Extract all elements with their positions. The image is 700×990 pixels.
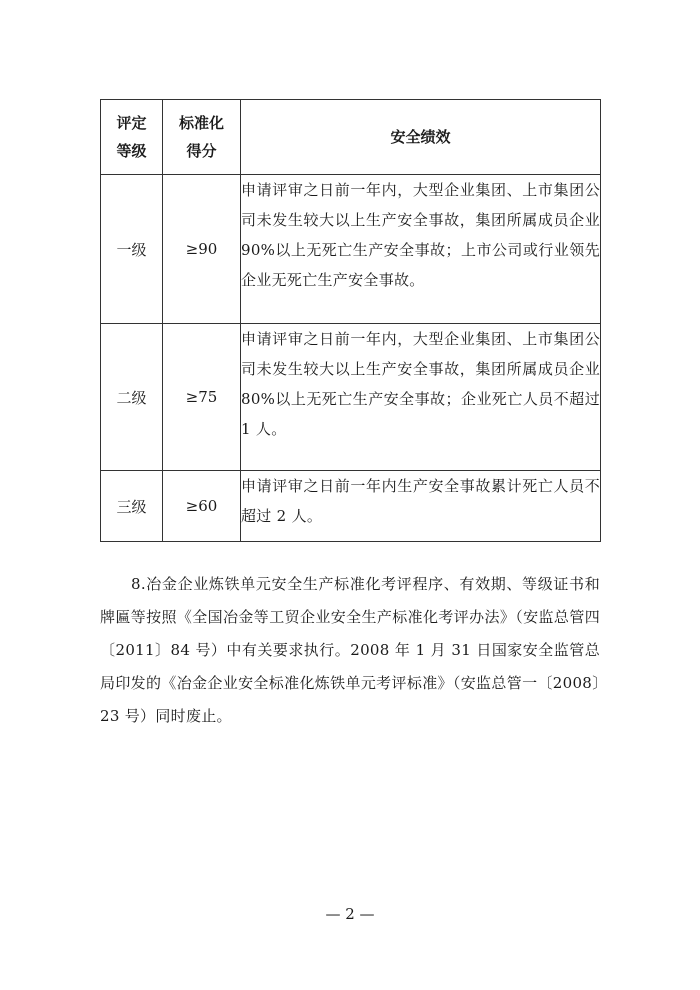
header-performance: 安全绩效 [241, 100, 601, 175]
score-cell: ≥75 [163, 324, 241, 471]
performance-cell: 申请评审之日前一年内生产安全事故累计死亡人员不超过 2 人。 [241, 471, 601, 542]
performance-cell: 申请评审之日前一年内，大型企业集团、上市集团公司未发生较大以上生产安全事故，集团所属成员企业 90%以上无死亡生产安全事故；上市公司或行业领先企业无死亡生产安全事故。 [241, 175, 601, 324]
score-cell: ≥90 [163, 175, 241, 324]
grade-level-cell: 二级 [101, 324, 163, 471]
grade-level-cell: 一级 [101, 175, 163, 324]
performance-cell: 申请评审之日前一年内，大型企业集团、上市集团公司未发生较大以上生产安全事故，集团所属成员企业 80%以上无死亡生产安全事故；企业死亡人员不超过 1 人。 [241, 324, 601, 471]
grading-table [100, 99, 601, 542]
header-score [163, 100, 241, 175]
table-row [101, 175, 601, 324]
header-score-line1: 标准化 [178, 114, 224, 132]
score-cell: ≥60 [163, 471, 241, 542]
header-score-line2: 得分 [186, 142, 217, 160]
header-grade [101, 100, 163, 175]
table-row [101, 471, 601, 542]
header-grade-line1: 评定 [116, 114, 147, 132]
page-number: — 2 — [325, 905, 375, 923]
body-paragraph: 8.冶金企业炼铁单元安全生产标准化考评程序、有效期、等级证书和牌匾等按照《全国冶金等工贸企业安全生产标准化考评办法》（安监总管四〔2011〕84 号）中有关要求执行。2008 年 1 月 31 日国家安全监管总局印发的《冶金企业安全标准化炼铁单元考评标准》（安监总管一〔2008〕23 号）同时废止。 [100, 575, 600, 725]
grade-level-cell: 三级 [101, 471, 163, 542]
table-row [101, 324, 601, 471]
table-header-row [101, 100, 601, 175]
header-grade-line2: 等级 [116, 142, 147, 160]
